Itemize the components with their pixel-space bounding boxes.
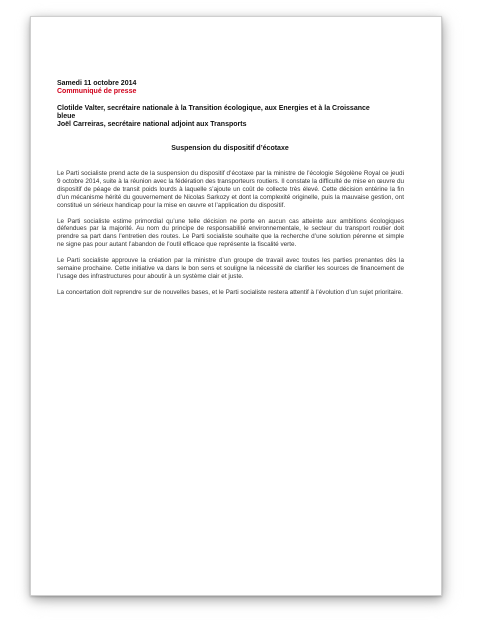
press-release-label: Communiqué de presse: [57, 88, 137, 95]
press-release-date: Samedi 11 octobre 2014: [57, 80, 137, 87]
document-title: Suspension du dispositif d’écotaxe: [171, 145, 289, 152]
document-page: [30, 16, 442, 596]
body-paragraph: Le Parti socialiste estime primordial qu’une telle décision ne porte en aucun cas atteinte aux ambitions écologiques défendues par la majorité. Au nom du principe de responsabilité environnementale, le secteur du transport routier doit prendre sa part dans l’entretien des routes. Le Parti socialiste souhaite que la recherche d’une solution pérenne et simple ne signe pas pour autant l’abandon de l’outil efficace que représente la fiscalité verte.: [57, 217, 404, 249]
author-line: Clotilde Valter, secrétaire nationale à la Transition écologique, aux Energies et à la Croissance bleue: [57, 105, 370, 120]
body-paragraph: Le Parti socialiste prend acte de la suspension du dispositif d’écotaxe par la ministre de l’écologie Ségolène Royal ce jeudi 9 octobre 2014, suite à la réunion avec la fédération des transporteurs routiers. Il constate la difficulté de mise en œuvre du dispositif de péage de transit poids lourds à laquelle s’ajoute un coût de collecte très élevé. Cette décision entérine la fin d’un mécanisme hérité du gouvernement de Nicolas Sarkozy et dont la complexité originelle, puis la mauvaise gestion, ont constitué un sérieux handicap pour la mise en œuvre et l’application du dispositif.: [57, 170, 404, 209]
body-paragraph: La concertation doit reprendre sur de nouvelles bases, et le Parti socialiste restera attentif à l’évolution d’un sujet prioritaire.: [57, 288, 403, 296]
author-line: Joël Carreiras, secrétaire national adjoint aux Transports: [57, 121, 247, 128]
body-paragraph: Le Parti socialiste approuve la création par la ministre d’un groupe de travail avec toutes les parties prenantes dès la semaine prochaine. Cette initiative va dans le bon sens et souligne la nécessité de clarifier les sources de financement de l’usage des infrastructures pour aboutir à un système clair et juste.: [57, 257, 404, 280]
